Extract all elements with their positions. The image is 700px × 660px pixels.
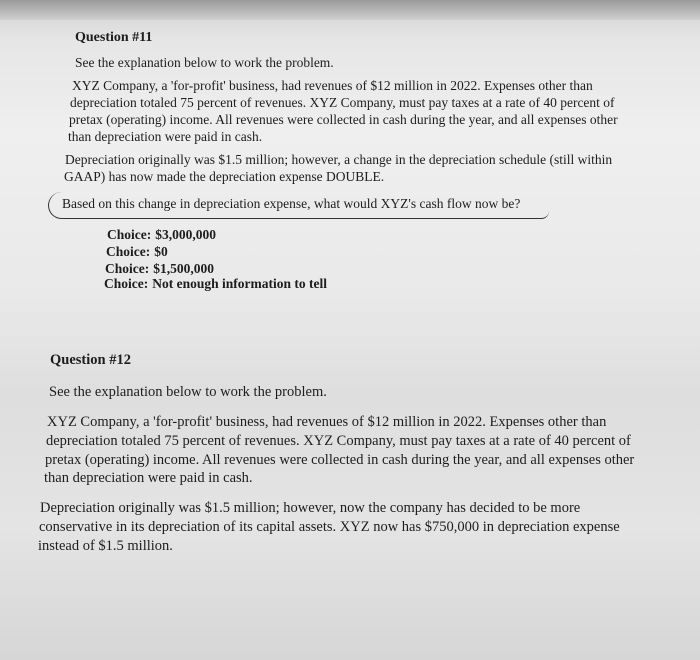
q12-para1-line1: XYZ Company, a 'for-profit' business, had revenues of $12 million in 2022. Expenses other than	[47, 414, 607, 430]
q11-choice-3[interactable]	[105, 261, 214, 277]
choice-value: Not enough information to tell	[152, 276, 327, 291]
choice-label: Choice:	[106, 244, 151, 259]
q11-intro: See the explanation below to work the problem.	[75, 55, 334, 70]
q12-para1-line2: depreciation totaled 75 percent of revenues. XYZ Company, must pay taxes at a rate of 40 percent of	[46, 433, 631, 449]
question-12-title: Question #12	[50, 352, 131, 368]
question-11-title: Question #11	[75, 30, 153, 45]
q11-para2-line1: Depreciation originally was $1.5 million; however, a change in the depreciation schedule (still within	[65, 152, 613, 167]
choice-value: $3,000,000	[155, 227, 216, 242]
choice-value: $0	[154, 244, 168, 259]
q11-question: Based on this change in depreciation expense, what would XYZ's cash flow now be?	[62, 196, 521, 211]
q11-para2-line2: GAAP) has now made the depreciation expense DOUBLE.	[64, 169, 385, 184]
q11-choice-4[interactable]	[104, 276, 327, 292]
q11-para1-line4: than depreciation were paid in cash.	[68, 129, 263, 144]
choice-value: $1,500,000	[153, 261, 214, 276]
q12-para1-line3: pretax (operating) income. All revenues were collected in cash during the year, and all expenses other	[45, 452, 635, 468]
q12-para2-line1: Depreciation originally was $1.5 million; however, now the company has decided to be more	[40, 500, 581, 516]
q11-choice-1[interactable]	[107, 227, 216, 243]
choice-label: Choice:	[107, 227, 152, 242]
q11-para1-line3: pretax (operating) income. All revenues were collected in cash during the year, and all expenses other	[69, 112, 618, 127]
q12-para1-line4: than depreciation were paid in cash.	[44, 470, 253, 486]
q11-choice-2[interactable]	[106, 244, 168, 260]
q12-intro: See the explanation below to work the problem.	[49, 384, 327, 400]
q11-para1-line1: XYZ Company, a 'for-profit' business, had revenues of $12 million in 2022. Expenses other than	[72, 78, 593, 93]
q11-para1-line2: depreciation totaled 75 percent of revenues. XYZ Company, must pay taxes at a rate of 40 percent of	[70, 95, 615, 110]
q12-para2-line3: instead of $1.5 million.	[38, 538, 173, 554]
q12-para2-line2: conservative in its depreciation of its capital assets. XYZ now has $750,000 in depreciation expense	[39, 519, 620, 535]
choice-label: Choice:	[104, 276, 149, 291]
choice-label: Choice:	[105, 261, 150, 276]
